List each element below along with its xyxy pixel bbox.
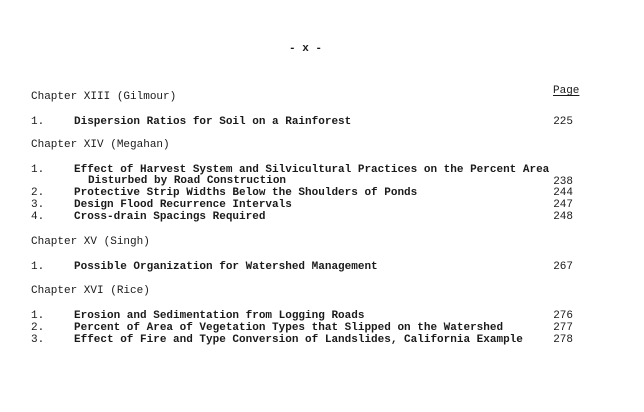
item-page: 267 <box>553 261 573 273</box>
item-title: Design Flood Recurrence Intervals <box>74 199 292 211</box>
item-number: 4. <box>31 211 45 223</box>
item-page: 244 <box>553 187 573 199</box>
item-page: 278 <box>553 334 573 346</box>
item-title: Erosion and Sedimentation from Logging Roads <box>74 310 365 322</box>
chapter-heading: Chapter XIII (Gilmour) <box>31 91 177 103</box>
item-number: 3. <box>31 199 45 211</box>
item-page: 277 <box>553 322 573 334</box>
item-number: 1. <box>31 261 45 273</box>
chapter-heading: Chapter XV (Singh) <box>31 236 150 248</box>
item-page: 225 <box>553 116 573 128</box>
item-title: Cross-drain Spacings Required <box>74 211 266 223</box>
item-number: 2. <box>31 322 45 334</box>
item-title: Percent of Area of Vegetation Types that Slipped on the Watershed <box>74 322 504 334</box>
item-number: 1. <box>31 164 45 176</box>
chapter-heading: Chapter XVI (Rice) <box>31 285 150 297</box>
item-title: Effect of Harvest System and Silvicultural Practices on the Percent Area <box>74 164 550 176</box>
item-title: Protective Strip Widths Below the Shoulders of Ponds <box>74 187 418 199</box>
item-number: 3. <box>31 334 45 346</box>
page-number: - x - <box>289 43 323 55</box>
item-title: Possible Organization for Watershed Management <box>74 261 378 273</box>
item-number: 1. <box>31 116 45 128</box>
item-number: 1. <box>31 310 45 322</box>
item-title: Effect of Fire and Type Conversion of Landslides, California Example <box>74 334 523 346</box>
item-page: 238 <box>553 176 573 188</box>
item-title: Dispersion Ratios for Soil on a Rainforest <box>74 116 352 128</box>
item-page: 247 <box>553 199 573 211</box>
item-page: 276 <box>553 310 573 322</box>
item-title-continuation: Disturbed by Road Construction <box>88 175 287 187</box>
chapter-heading: Chapter XIV (Megahan) <box>31 139 170 151</box>
item-number: 2. <box>31 187 45 199</box>
page-column-header: Page <box>553 85 580 97</box>
item-page: 248 <box>553 211 573 223</box>
